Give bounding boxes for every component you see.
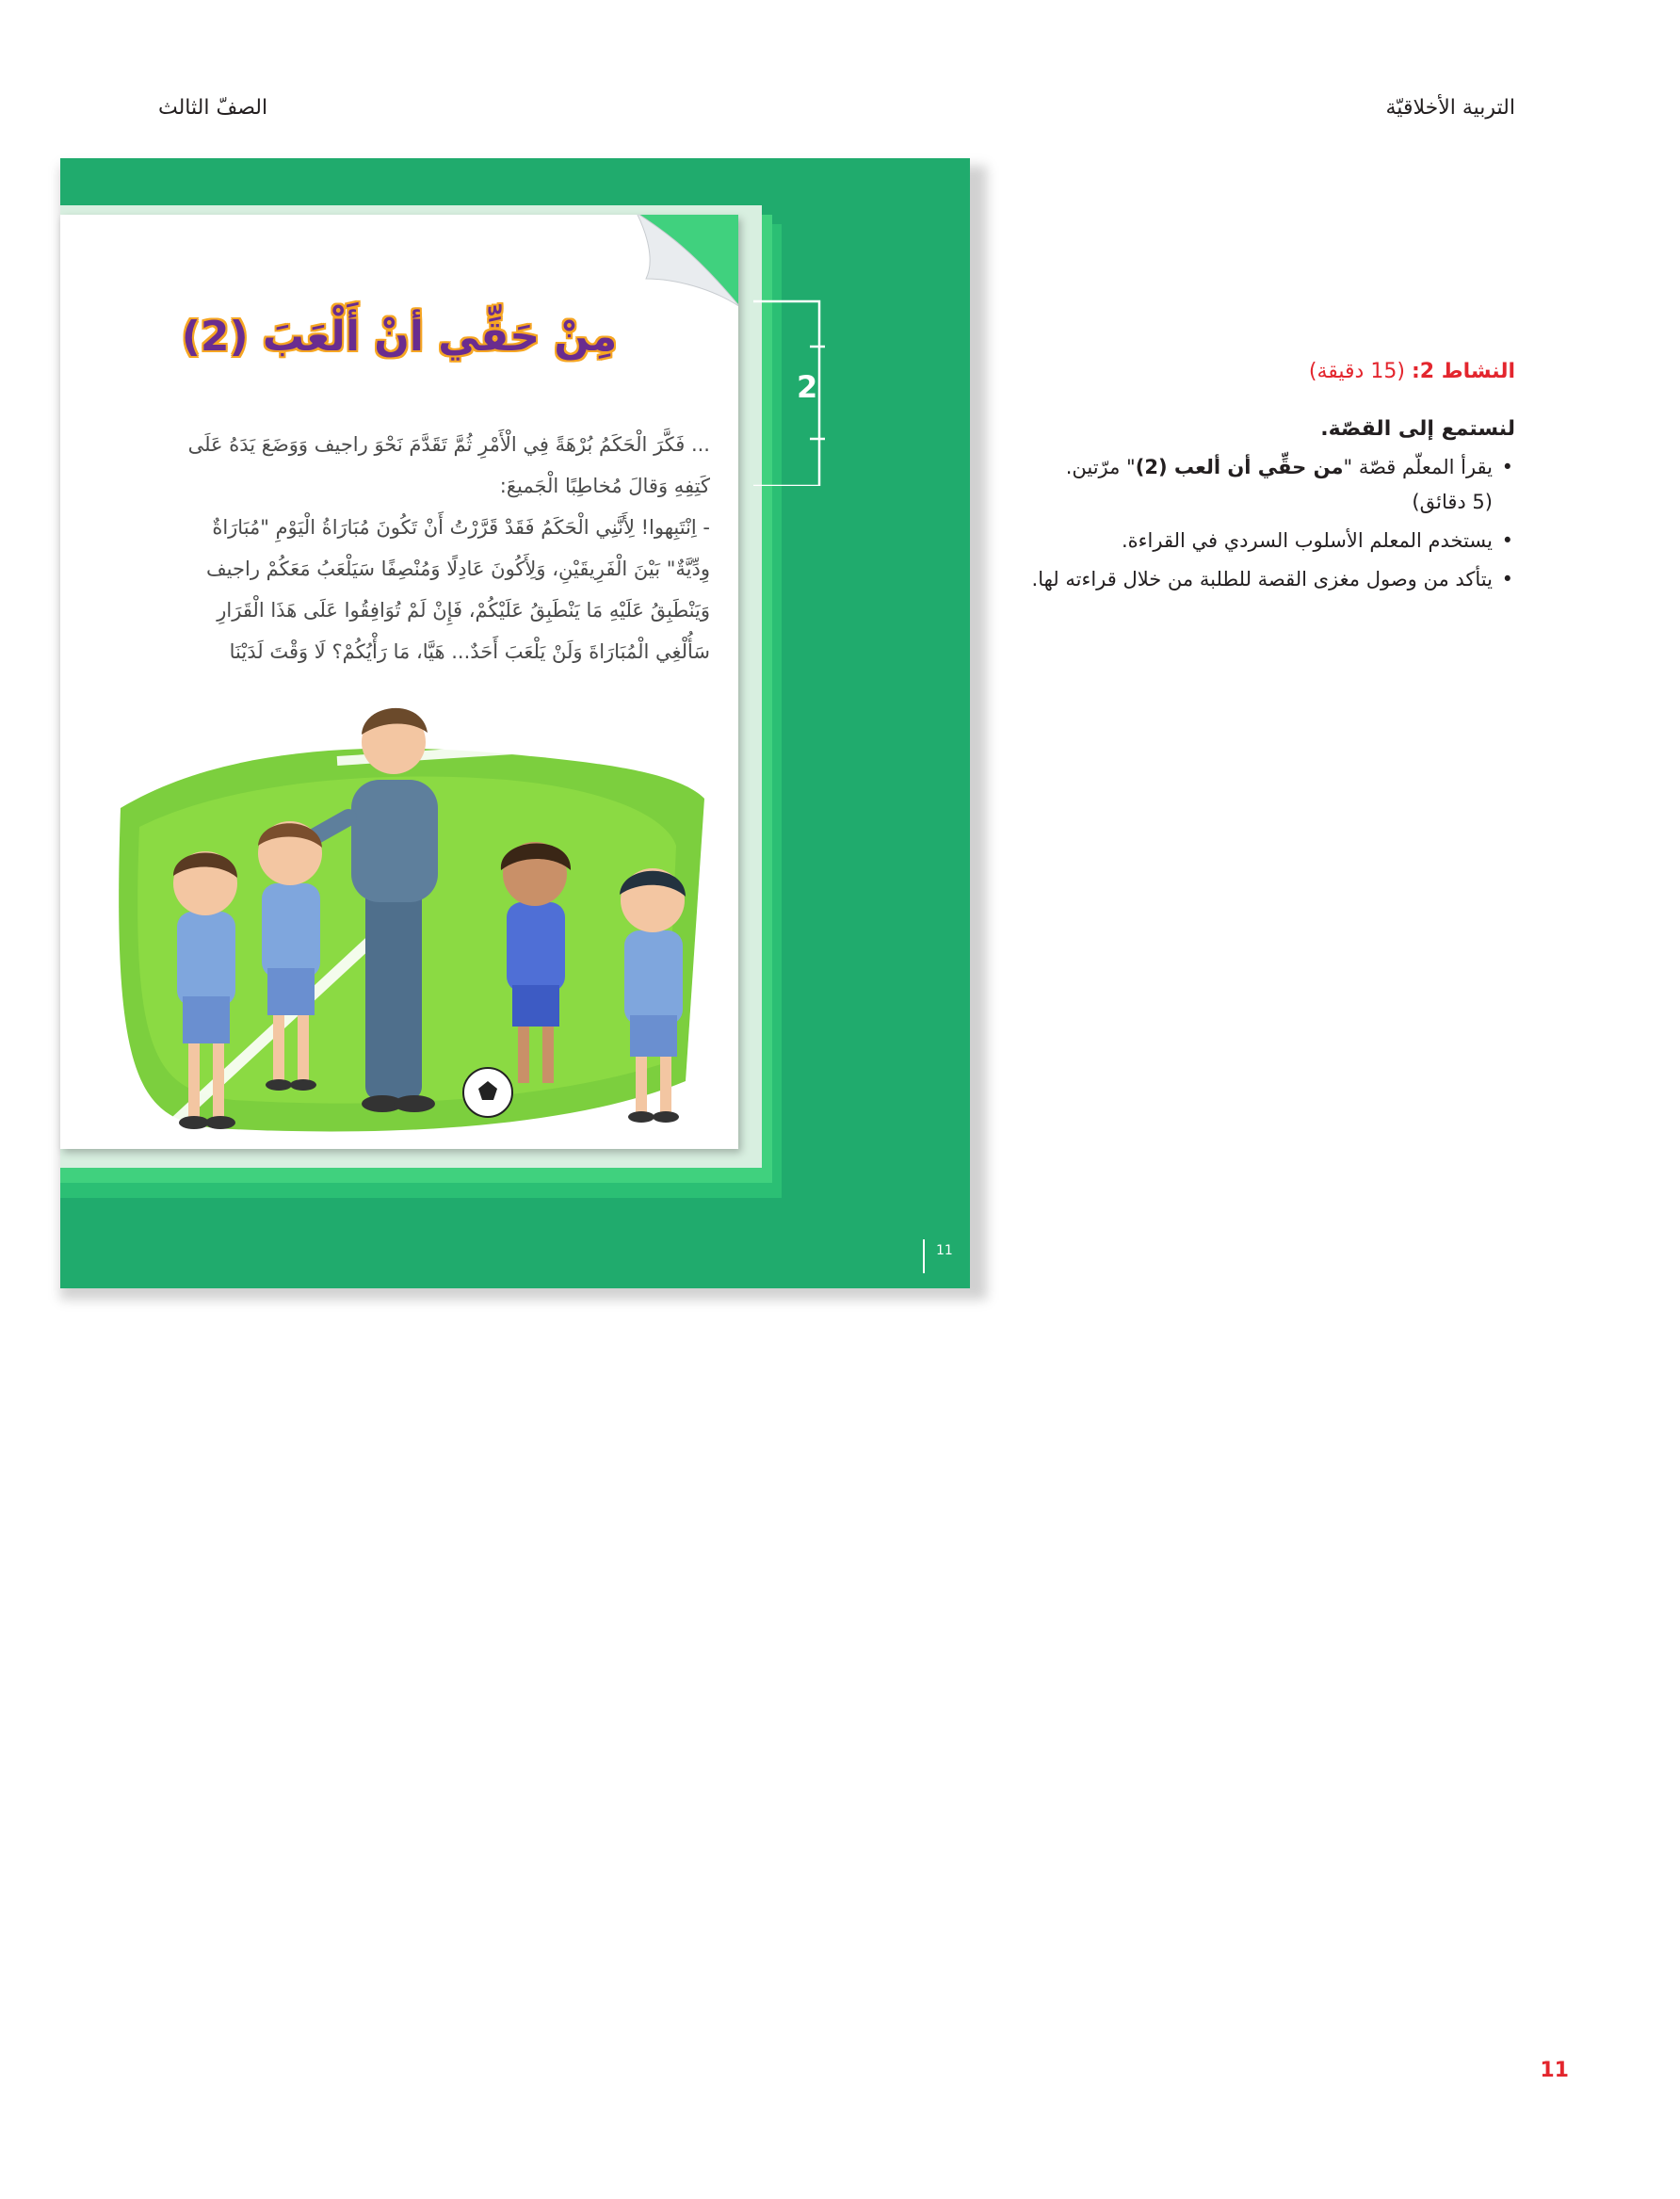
activity-list [988, 450, 1515, 597]
bullet-story-title: من حقِّي أن ألعب (2) [1135, 456, 1344, 478]
book-footer-divider [923, 1239, 925, 1273]
list-item: • يتأكد من وصول مغزى القصة للطلبة من خلال قراءته لها. [988, 562, 1493, 597]
activity-section [988, 360, 1515, 601]
activity-label: النشاط 2: [1411, 360, 1515, 383]
page-curl-icon [637, 215, 738, 307]
story-line: وِدِّيَّةٌ" بَيْنَ الْفَرِيقَيْنِ، وَلِأَكُونَ عَادِلًا وَمُنْصِفًا سَيَلْعَبُ مَعَكُمْ راجيف [205, 558, 710, 580]
bullet-text: " مرّتين. [1065, 456, 1136, 478]
book-footer-page-number: 11 [936, 1243, 953, 1258]
activity-duration: (15 دقيقة) [1308, 360, 1405, 383]
page-number: 11 [1540, 2059, 1569, 2082]
story-line: سَأُلْغِي الْمُبَارَاةَ وَلَنْ يَلْعَبَ أَحَدٌ... هَيَّا، مَا رَأْيُكُمْ؟ لَا وَقْتَ لَدَيْنَا [229, 640, 710, 663]
story-text [139, 424, 710, 672]
story-line: وَيَنْطَبِقُ عَلَيْهِ مَا يَنْطَبِقُ عَلَيْكُمْ، فَإِنْ لَمْ تُوَافِقُوا عَلَى هَذَا الْقَرَارِ [217, 599, 710, 622]
header-subject: التربية الأخلاقيّة [1385, 96, 1515, 120]
football-illustration [102, 686, 714, 1149]
bullet-duration: (5 دقائق) [1412, 491, 1493, 513]
list-item: • يستخدم المعلم الأسلوب السردي في القراءة. [988, 524, 1493, 558]
page-marker-number: 2 [797, 369, 818, 405]
story-line: - اِنْتَبِهوا! لِأَنَّنِي الْحَكَمُ فَقَدْ قَرَّرْتُ أَنْ تَكُونَ مُبَارَاةُ الْيَوْمِ "مُبَارَاةٌ [212, 516, 710, 539]
bullet-text: يقرأ المعلّم قصّة " [1343, 456, 1493, 478]
list-item [988, 450, 1493, 520]
football-icon [463, 1068, 512, 1117]
header-grade: الصفّ الثالث [158, 96, 268, 120]
activity-heading [988, 360, 1515, 383]
story-line: ... فَكَّرَ الْحَكَمُ بُرْهَةً فِي الْأَمْرِ ثُمَّ تَقَدَّمَ نَحْوَ راجيف وَوَضَعَ يَدَهُ عَلَى [187, 433, 710, 456]
activity-subtitle: لنستمع إلى القصّة. [1320, 417, 1515, 441]
story-page [60, 215, 738, 1149]
story-line: كَتِفِهِ وَقالَ مُخاطِبًا الْجَميعَ: [499, 475, 710, 497]
story-title: مِنْ حَقِّي أنْ أَلْعَبَ (2) [181, 313, 618, 361]
